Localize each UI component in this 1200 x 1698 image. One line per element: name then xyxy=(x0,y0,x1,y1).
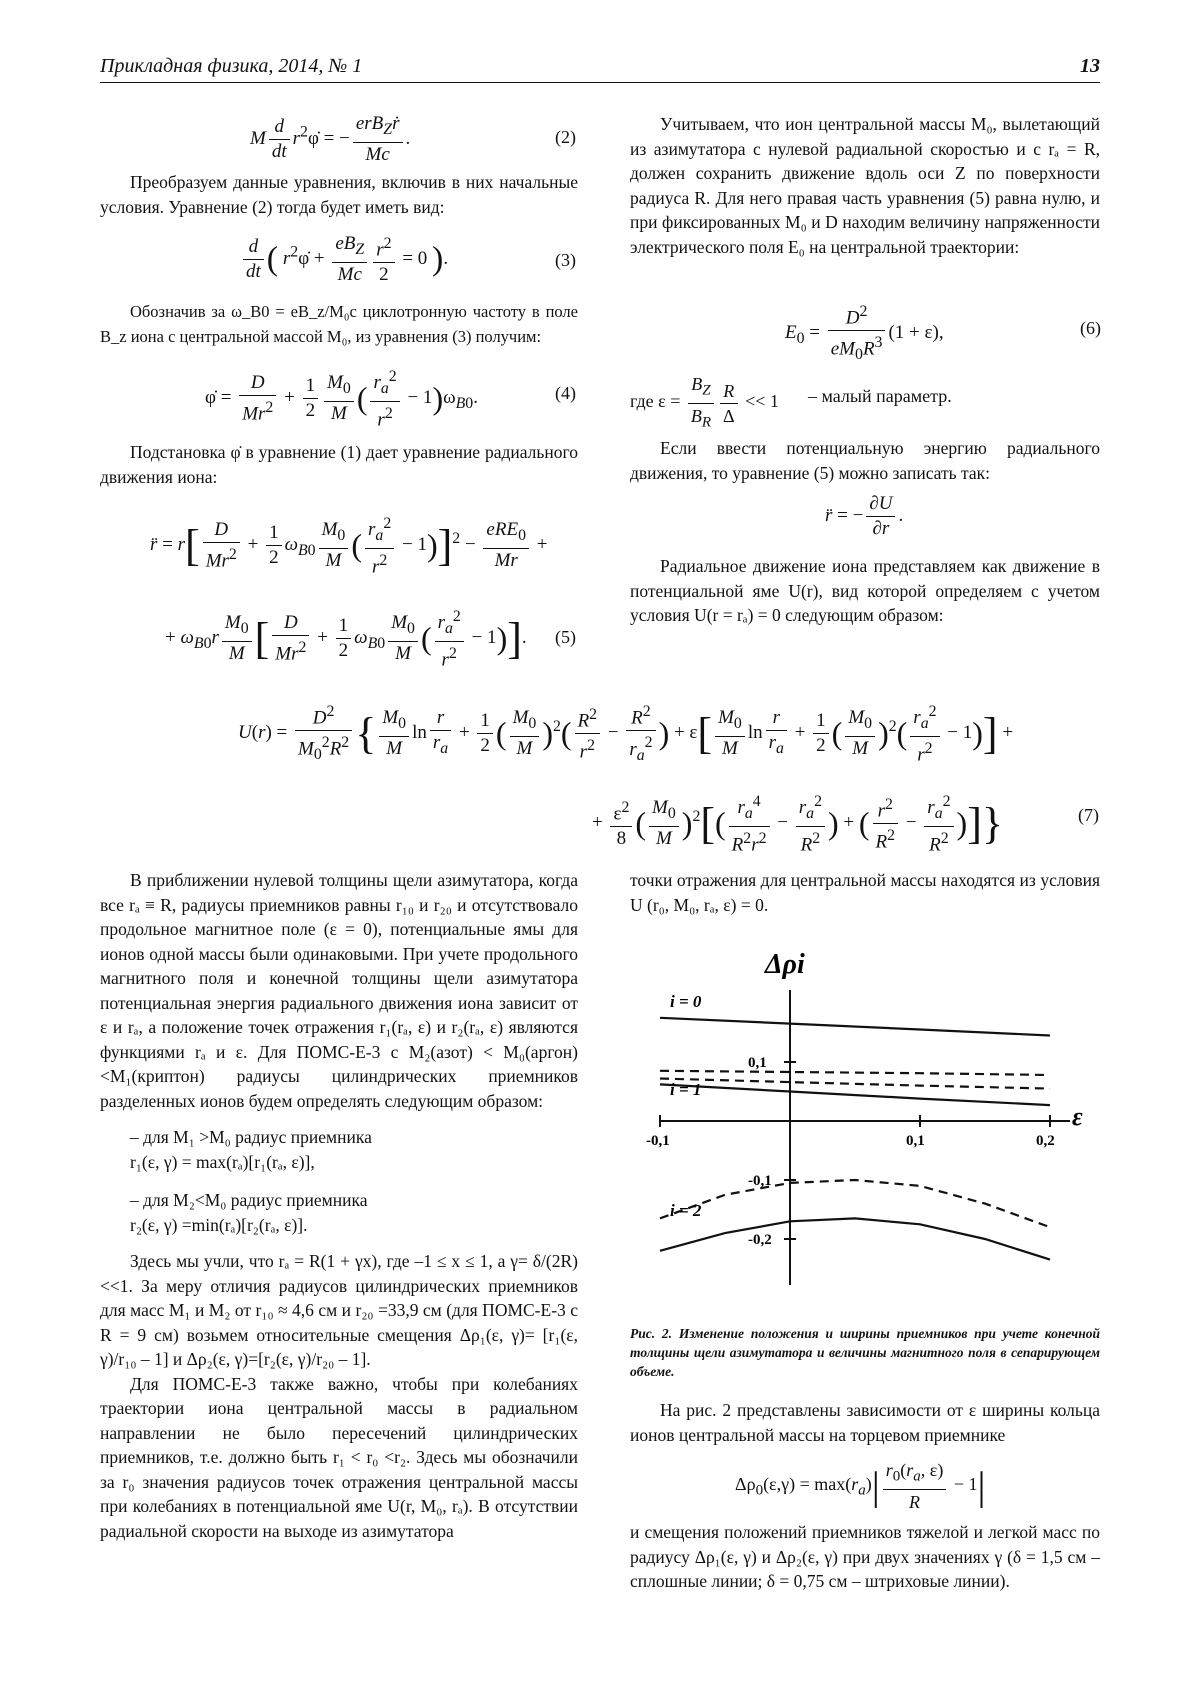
left-bottom-para-2: Здесь мы учли, что rₐ = R(1 + γx), где –1 ≤ x ≤ 1, а γ= δ/(2R)<<1. За меру отличия радиусов цилиндрических приемников для масс M₁ и M₂ от r₁₀ ≈ 4,6 см и r₂₀ =33,9 см (для ПОМС-Е-3 с R = 9 см) возьмем относительные смещения Δρ₁(ε, γ)= [r₁(ε, γ)/r₁₀ – 1] и Δρ₂(ε, γ)=[r₂(ε, γ)/r₂₀ – 1]. xyxy=(100,1251,578,1369)
right-top-para-1: Учитываем, что ион центральной массы M₀, вылетающий из азимутатора с нулевой радиальной скоростью и с rₐ = R, должен сохранить движение вдоль оси Z по поверхности радиуса R. Для него правая часть уравнения (5) равна нулю, и при фиксированных M₀ и D находим величину напряженности электрического поля E₀ на центральной траектории: xyxy=(630,114,1100,257)
right-bottom-para-2: На рис. 2 представлены зависимости от ε ширины кольца ионов центральной массы на торцевом приемнике xyxy=(630,1400,1100,1445)
equation-4: φ̇ = $\frac{D}{Mr^2}$ + $\frac{1}{2}$ $\frac{M_0}{M}$ ( $\frac{r_a^2}{r^2}$ − $1)\omega_{B0}$. xyxy=(205,365,478,432)
epsilon-definition: где ε = $\frac{B_Z}{B_R}$ $\frac{R}{\Delta}$ << 1 xyxy=(630,374,779,431)
x-tick-label: -0,1 xyxy=(646,1133,670,1149)
equation-5-line-1: r̈ = r[ $\frac{D}{Mr^2}$ + $\frac{1}{2}$ $\omega_{B0}$ $\frac{M_0}{M}$ ( $\frac{r_a^2}{r^2}$ − 1)]$^2$ − $\frac{eRE_0}{Mr}$ + xyxy=(150,512,547,579)
list-item-2a: – для M₂<M₀ радиус приемника xyxy=(130,1190,368,1210)
y-tick-label: -0,1 xyxy=(748,1173,772,1189)
page-number: 13 xyxy=(1080,55,1100,77)
x-tick-label: 0,1 xyxy=(906,1133,925,1149)
right-top-para-2: Если ввести потенциальную энергию радиального движения, то уравнение (5) можно записать так: xyxy=(630,438,1100,483)
figure-2-chart xyxy=(630,945,1100,1285)
right-top-para-3: Радиальное движение иона представляем как движение в потенциальной яме U(r), вид которой определяем с учетом условия U(r = rₐ) = 0 следующим образом: xyxy=(630,556,1100,625)
right-bottom-para-3: и смещения положений приемников тяжелой и легкой масс по радиусу Δρ₁(ε, γ) и Δρ₂(ε, γ) при двух значениях γ (δ = 1,5 см – сплошные линии; δ = 0,75 см – штриховые линии). xyxy=(630,1522,1100,1591)
y-tick-label: 0,1 xyxy=(748,1055,767,1071)
series-line xyxy=(660,1218,1050,1259)
figure-caption: Рис. 2. Изменение положения и ширины приемников при учете конечной толщины щели азимутатора и величины магнитного поля в сепарирующем объеме. xyxy=(630,1326,1100,1379)
epsilon-note: – малый параметр. xyxy=(808,386,952,406)
series-line xyxy=(660,1180,1050,1227)
equation-3-number: (3) xyxy=(555,250,576,270)
curve-annotation: i = 1 xyxy=(670,1080,702,1099)
series-line xyxy=(660,1018,1050,1036)
equation-5-line-2: + $\omega_{B0}r$ $\frac{M_0}{M}$ [ $\frac{D}{Mr^2}$ + $\frac{1}{2}$ $\omega_{B0}$ $\frac{M_0}{M}$ ( $\frac{r_a^2}{r^2}$ − 1)]. xyxy=(165,605,527,672)
potential-equation: r̈ = − $\frac{\partial U}{\partial r}$ . xyxy=(825,493,904,539)
header-rule xyxy=(100,82,1100,83)
equation-3: $\frac{d}{dt}$ ( $r^2\varphi̇$ + $\frac{eB_Z}{Mc}$ $\frac{r^2}{2}$ = 0 ). xyxy=(240,232,448,287)
equation-7-line-1: U(r) = $\frac{D^2}{M_0^2R^2}$ { $\frac{M_0}{M}$ ln $\frac{r}{r_a}$ + $\frac{1}{2}$ ( $\frac{M_0}{M}$ )$^2$( $\frac{R^2}{r^2}$ − $\frac{R^2}{r_a^2}$ ) + ε[ $\frac{M_0}{M}$ ln $\frac{r}{r_a}$ + $\frac{1}{2}$ ( $\frac{M_0}{M}$ )$^2$( $\frac{r_a^2}{r^2}$ − 1)] + xyxy=(238,700,1013,767)
equation-6: $E_0$ = $\frac{D^2}{eM_0R^3}$ (1 + ε), xyxy=(785,300,944,367)
x-axis-label: ε xyxy=(1072,1102,1083,1131)
list-item-2b: r₂(ε, γ) =min(rₐ)[r₂(rₐ, ε)]. xyxy=(130,1214,308,1235)
left-top-para-3: Подстановка φ̇ в уравнение (1) дает уравнение радиального движения иона: xyxy=(100,442,578,487)
curve-annotation: i = 0 xyxy=(670,992,702,1011)
rho0-equation: $\Delta\rho_0(\varepsilon,\gamma) = \max(r_a)|$ $\frac{r_0(r_a, \varepsilon)}{R}$ − 1| xyxy=(735,1460,986,1512)
equation-7-number: (7) xyxy=(1078,805,1099,825)
left-bottom-para-1: В приближении нулевой толщины щели азимутатора, когда все rₐ ≡ R, радиусы приемников равны r₁₀ и r₂₀ и отсутствовало продольное магнитное поле (ε = 0), потенциальные ямы для ионов одной массы были одинаковыми. При учете продольного магнитного поля и конечной толщины щели азимутатора потенциальная энергия радиального движения иона зависит от ε и rₐ, а положение точек отражения r₁(rₐ, ε) и r₂(rₐ, ε) являются функциями rₐ и ε. Для ПОМС-Е-3 с M₂(азот) < M₀(аргон) <M₁(криптон) радиусы цилиндрических приемников разделенных ионов будем определять следующим образом: xyxy=(100,870,578,1111)
right-bottom-para-1: точки отражения для центральной массы находятся из условия U (r₀, M₀, rₐ, ε) = 0. xyxy=(630,870,1100,915)
y-tick-label: -0,2 xyxy=(748,1232,772,1248)
left-bottom-text xyxy=(100,868,578,1543)
equation-2: M $\frac{d}{dt}$ $r^2\varphi̇$ = − $\frac{erB_Zṙ}{Mc}$ . xyxy=(250,113,411,165)
equation-6-number: (6) xyxy=(1080,318,1101,338)
x-tick-label: 0,2 xyxy=(1036,1133,1055,1149)
journal-title: Прикладная физика, 2014, № 1 xyxy=(100,55,363,77)
left-top-para-1: Преобразуем данные уравнения, включив в них начальные условия. Уравнение (2) тогда будет иметь вид: xyxy=(100,172,578,217)
equation-4-number: (4) xyxy=(555,383,576,403)
list-item-1a: – для M₁ >M₀ радиус приемника xyxy=(130,1127,372,1147)
equation-5-number: (5) xyxy=(555,627,576,647)
equation-7-line-2: + $\frac{\varepsilon^2}{8}$ ( $\frac{M_0}{M}$ )$^2$[( $\frac{r_a^4}{R^2r^2}$ − $\frac{r_a^2}{R^2}$ ) + ( $\frac{r^2}{R^2}$ − $\frac{r_a^2}{R^2}$ )]} xyxy=(592,790,1003,857)
chart-title: Δρi xyxy=(765,949,805,980)
left-top-para-2: Обозначив за ω_B0 = eB_z/M₀c циклотронную частоту в поле B_z иона с центральной массой M₀, из уравнения (3) получим: xyxy=(100,302,578,346)
left-bottom-para-3: Для ПОМС-Е-3 также важно, чтобы при колебаниях траектории иона центральной массы в радиальном направлении не было пересечений цилиндрических приемников, т.е. должно быть r₁ < r₀ <r₂. Здесь мы обозначили за r₀ значения радиусов точек отражения центральной массы при колебаниях в потенциальной яме U(r, M₀, rₐ). В отсутствии радиальной скорости на выходе из азимутатора xyxy=(100,1373,578,1541)
curve-annotation: i = 2 xyxy=(670,1201,702,1220)
equation-2-number: (2) xyxy=(555,127,576,147)
list-item-1b: r₁(ε, γ) = max(rₐ)[r₁(rₐ, ε)], xyxy=(130,1151,315,1172)
series-line xyxy=(660,1071,1050,1075)
